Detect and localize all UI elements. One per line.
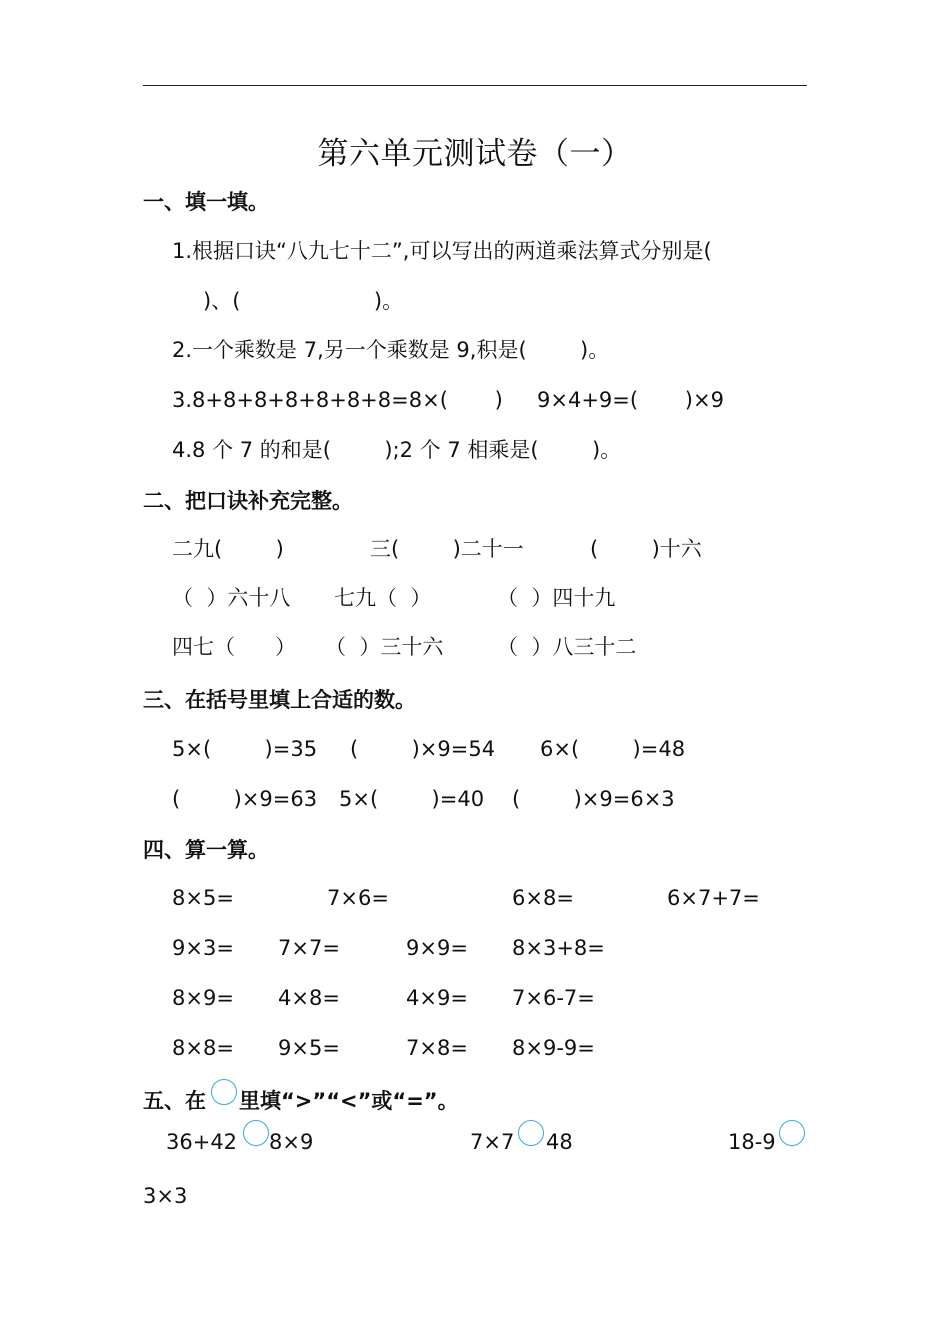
compare-1-left: 36+42 [166, 1130, 238, 1154]
calc-item: 9×9= [406, 936, 468, 960]
section-5-heading-post: 里填“>”“<”或“=”。 [239, 1089, 459, 1113]
fill-item: 6×( )=48 [540, 737, 686, 761]
page-title: 第六单元测试卷（一） [317, 136, 633, 172]
fill-item: 5×( )=40 [339, 787, 485, 811]
section-4-heading: 四、算一算。 [143, 838, 269, 862]
calc-item: 9×5= [278, 1036, 340, 1060]
calc-item: 4×9= [406, 986, 468, 1010]
compare-2-left: 7×7 [470, 1130, 515, 1154]
calc-item: 8×3+8= [512, 936, 605, 960]
rhyme-item: （ ）三十六 [325, 635, 444, 659]
q4-text: 4.8 个 7 的和是( );2 个 7 相乘是( )。 [172, 438, 622, 462]
calc-item: 8×8= [172, 1036, 234, 1060]
compare-1-right: 8×9 [269, 1130, 314, 1154]
fill-item: ( )×9=63 [172, 787, 318, 811]
calc-item: 8×9= [172, 986, 234, 1010]
q1-line2: )、( )。 [203, 289, 404, 313]
calc-item: 8×9-9= [512, 1036, 595, 1060]
rhyme-item: （ ）四十九 [497, 586, 616, 610]
section-5-heading-pre: 五、在 [143, 1089, 206, 1113]
calc-item: 7×6= [327, 886, 389, 910]
compare-3-circle-icon[interactable] [779, 1120, 805, 1146]
calc-item: 4×8= [278, 986, 340, 1010]
calc-item: 9×3= [172, 936, 234, 960]
fill-item: 5×( )=35 [172, 737, 318, 761]
compare-2-circle-icon[interactable] [518, 1120, 544, 1146]
rhyme-item: （ ）六十八 [172, 586, 291, 610]
compare-1-circle-icon[interactable] [243, 1120, 269, 1146]
compare-3-right: 3×3 [143, 1184, 188, 1208]
q3-part-b: 9×4+9=( )×9 [537, 388, 724, 412]
rhyme-item: 七九（ ） [334, 586, 432, 610]
calc-item: 6×7+7= [667, 886, 760, 910]
q1-line1: 1.根据口诀“八九七十二”,可以写出的两道乘法算式分别是( [172, 239, 712, 263]
fill-item: ( )×9=54 [350, 737, 496, 761]
compare-2-right: 48 [546, 1130, 573, 1154]
section-1-heading: 一、填一填。 [143, 190, 269, 214]
section-2-heading: 二、把口诀补充完整。 [143, 489, 353, 513]
q3-part-a: 3.8+8+8+8+8+8+8=8×( ) [172, 388, 503, 412]
compare-3-left: 18-9 [728, 1130, 776, 1154]
rhyme-item: （ ）八三十二 [497, 635, 637, 659]
header-rule [143, 85, 807, 86]
rhyme-item: ( )十六 [590, 537, 702, 561]
calc-item: 6×8= [512, 886, 574, 910]
calc-item: 8×5= [172, 886, 234, 910]
calc-item: 7×7= [278, 936, 340, 960]
rhyme-item: 四七（ ） [172, 635, 297, 659]
rhyme-item: 三( )二十一 [370, 537, 524, 561]
fill-item: ( )×9=6×3 [512, 787, 675, 811]
section-3-heading: 三、在括号里填上合适的数。 [143, 688, 416, 712]
rhyme-item: 二九( ) [172, 537, 284, 561]
comparison-circle-icon [211, 1079, 237, 1105]
calc-item: 7×8= [406, 1036, 468, 1060]
q2-text: 2.一个乘数是 7,另一个乘数是 9,积是( )。 [172, 338, 610, 362]
calc-item: 7×6-7= [512, 986, 595, 1010]
